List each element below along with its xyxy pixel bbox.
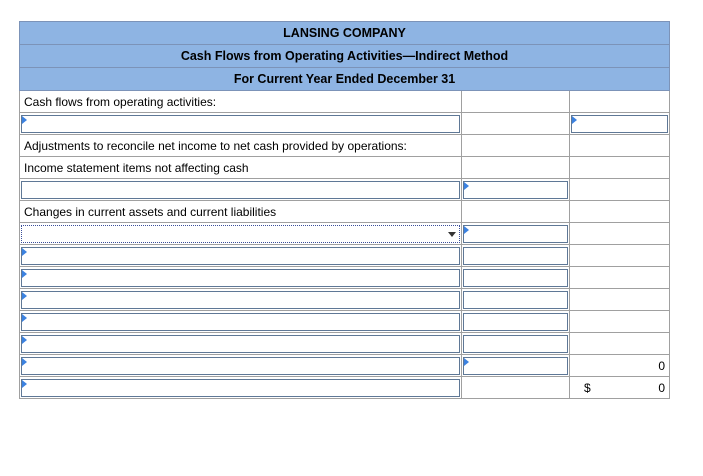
empty-cell: [570, 157, 670, 179]
cash-flows-label: Cash flows from operating activities:: [20, 91, 462, 113]
empty-cell: [570, 267, 670, 289]
input-flag-icon: [22, 248, 27, 256]
change-label-cell: [20, 223, 462, 245]
change-label-dropdown[interactable]: [21, 225, 460, 243]
input-flag-icon: [22, 116, 27, 124]
net-income-amount-input[interactable]: [571, 115, 668, 133]
total-label-cell: [20, 377, 462, 399]
input-flag-icon: [22, 314, 27, 322]
adjustment-amount-cell: [462, 179, 570, 201]
empty-cell: [462, 157, 570, 179]
change-label-cell: [20, 333, 462, 355]
adjustment-amount-input[interactable]: [463, 181, 568, 199]
input-flag-icon: [464, 182, 469, 190]
change-amount-input[interactable]: [463, 335, 568, 353]
input-flag-icon: [22, 358, 27, 366]
total-value: 0: [658, 380, 666, 395]
empty-cell: [570, 289, 670, 311]
change-amount-input[interactable]: [463, 247, 568, 265]
input-flag-icon: [464, 358, 469, 366]
total-cell: [570, 377, 670, 399]
input-flag-icon: [464, 226, 469, 234]
change-amount-input[interactable]: [463, 269, 568, 287]
change-amount-cell: [462, 223, 570, 245]
change-label-input[interactable]: [21, 269, 460, 287]
change-label-cell: [20, 245, 462, 267]
change-label-input[interactable]: [21, 335, 460, 353]
changes-label: Changes in current assets and current liabilities: [20, 201, 462, 223]
net-income-label-input[interactable]: [21, 115, 460, 133]
empty-cell: [462, 91, 570, 113]
currency-symbol: $: [584, 381, 591, 395]
change-label-input[interactable]: [21, 247, 460, 265]
change-amount-input[interactable]: [463, 357, 568, 375]
change-label-input[interactable]: [21, 357, 460, 375]
empty-cell: [570, 201, 670, 223]
empty-cell: [462, 201, 570, 223]
empty-cell: [570, 245, 670, 267]
change-label-cell: [20, 267, 462, 289]
empty-cell: [462, 135, 570, 157]
adjustment-label-cell: [20, 179, 462, 201]
net-income-amount-cell: [570, 113, 670, 135]
change-amount-cell: [462, 355, 570, 377]
change-label-input[interactable]: [21, 313, 460, 331]
total-label-input[interactable]: [21, 379, 460, 397]
empty-cell: [462, 377, 570, 399]
company-title: LANSING COMPANY: [20, 22, 670, 45]
net-income-label-cell: [20, 113, 462, 135]
empty-cell: [570, 311, 670, 333]
adjustment-label-input[interactable]: [21, 181, 460, 199]
input-flag-icon: [22, 292, 27, 300]
change-label-cell: [20, 311, 462, 333]
input-flag-icon: [572, 116, 577, 124]
change-amount-input[interactable]: [463, 291, 568, 309]
statement-title: Cash Flows from Operating Activities—Indirect Method: [20, 45, 670, 68]
income-items-label: Income statement items not affecting cash: [20, 157, 462, 179]
change-amount-input[interactable]: [463, 313, 568, 331]
empty-cell: [570, 91, 670, 113]
change-label-input[interactable]: [21, 291, 460, 309]
cash-flow-worksheet: [19, 21, 670, 399]
input-flag-icon: [22, 380, 27, 388]
period-title: For Current Year Ended December 31: [20, 68, 670, 91]
change-amount-cell: [462, 267, 570, 289]
adjustments-label: Adjustments to reconcile net income to net cash provided by operations:: [20, 135, 462, 157]
input-flag-icon: [22, 270, 27, 278]
change-amount-cell: [462, 333, 570, 355]
change-label-cell: [20, 355, 462, 377]
change-amount-cell: [462, 245, 570, 267]
chevron-down-icon[interactable]: [448, 232, 456, 237]
input-flag-icon: [22, 336, 27, 344]
change-amount-cell: [462, 289, 570, 311]
empty-cell: [570, 223, 670, 245]
empty-cell: [570, 179, 670, 201]
empty-cell: [570, 333, 670, 355]
empty-cell: [570, 135, 670, 157]
empty-cell: [462, 113, 570, 135]
subtotal-value: 0: [570, 355, 670, 377]
change-amount-input[interactable]: [463, 225, 568, 243]
change-label-cell: [20, 289, 462, 311]
change-amount-cell: [462, 311, 570, 333]
